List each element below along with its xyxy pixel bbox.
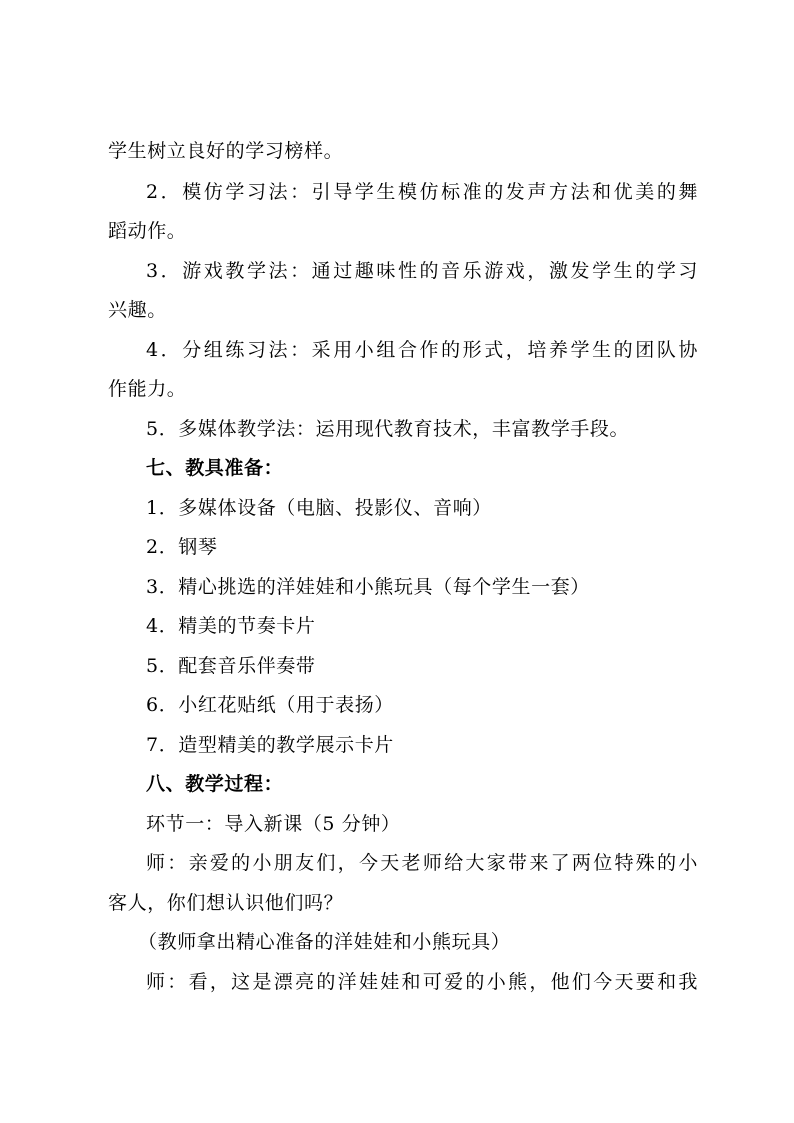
text-line: （教师拿出精心准备的洋娃娃和小熊玩具） [138,931,511,953]
text-line: 蹈动作。 [108,220,187,242]
text-line: 作能力。 [108,378,187,400]
text-line: 5．多媒体教学法：运用现代教育技术，丰富教学手段。 [146,418,630,440]
text-line: 2．模仿学习法：引导学生模仿标准的发声方法和优美的舞 [146,181,698,203]
text-line: 3．游戏教学法：通过趣味性的音乐游戏，激发学生的学习 [146,260,698,282]
list-item: 4．精美的节奏卡片 [146,615,316,637]
text-line: 兴趣。 [108,299,167,321]
text-line: 环节一：导入新课（5 分钟） [146,813,401,835]
list-item: 2．钢琴 [146,536,218,558]
list-item: 1．多媒体设备（电脑、投影仪、音响） [146,497,492,519]
section-heading: 八、教学过程： [146,773,284,795]
list-item: 5．配套音乐伴奏带 [146,655,316,677]
text-line: 学生树立良好的学习榜样。 [108,140,344,162]
text-line: 师：亲爱的小朋友们，今天老师给大家带来了两位特殊的小 [146,852,698,874]
list-item: 6．小红花贴纸（用于表扬） [146,694,394,716]
text-line: 客人，你们想认识他们吗？ [108,892,344,914]
list-item: 3．精心挑选的洋娃娃和小熊玩具（每个学生一套） [146,576,590,598]
text-line: 师：看，这是漂亮的洋娃娃和可爱的小熊，他们今天要和我 [146,971,698,993]
text-line: 4．分组练习法：采用小组合作的形式，培养学生的团队协 [146,339,698,361]
section-heading: 七、教具准备： [146,457,284,479]
list-item: 7．造型精美的教学展示卡片 [146,734,394,756]
